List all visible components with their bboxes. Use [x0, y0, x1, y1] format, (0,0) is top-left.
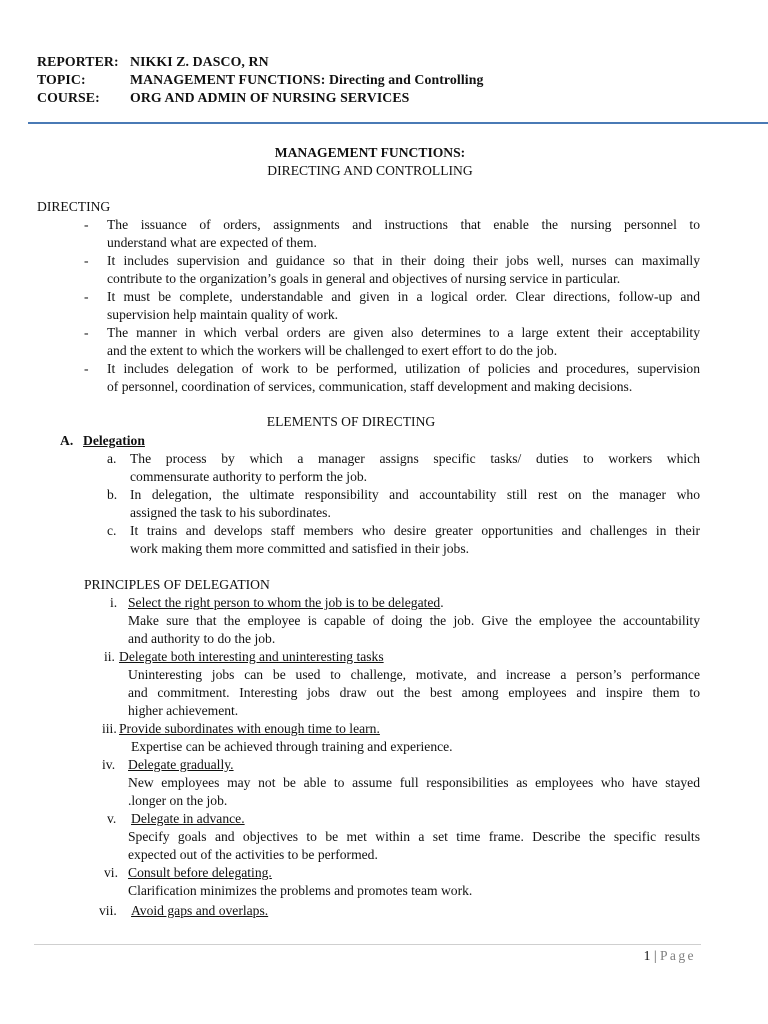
list-marker: a. — [107, 451, 117, 466]
list-marker: iv. — [102, 757, 116, 772]
principle-body: Make sure that the employee is capable of doing the job. Give the employee the accountability — [128, 613, 700, 628]
topic-line — [37, 72, 483, 88]
principle-body: and authority to do the job. — [128, 631, 276, 646]
list-item-text: and the extent to which the workers will be challenged to exert effort to do the job. — [107, 343, 558, 358]
principle-body: Clarification minimizes the problems and promotes team work. — [128, 883, 473, 898]
page-footer — [644, 948, 696, 964]
principle-body: Specify goals and objectives to be met within a set time frame. Describe the specific results — [128, 829, 700, 844]
topic-label: TOPIC: — [37, 72, 86, 87]
list-marker: v. — [107, 811, 117, 826]
list-item-text: The process by which a manager assigns specific tasks/ duties to workers which — [130, 451, 700, 466]
principles-heading: PRINCIPLES OF DELEGATION — [84, 577, 270, 592]
topic-value: MANAGEMENT FUNCTIONS: Directing and Controlling — [130, 72, 484, 87]
list-marker: vi. — [104, 865, 118, 880]
principle-body: .longer on the job. — [128, 793, 228, 808]
footer-divider — [34, 944, 701, 945]
principle-title: Provide subordinates with enough time to learn. — [119, 721, 380, 736]
list-item-text: commensurate authority to perform the job. — [130, 469, 368, 484]
reporter-value: NIKKI Z. DASCO, RN — [130, 54, 269, 69]
bullet-dash: - — [84, 325, 89, 340]
list-marker: i. — [110, 595, 118, 610]
principle-body: higher achievement. — [128, 703, 239, 718]
list-item-text: It includes supervision and guidance so that in their doing their jobs well, nurses can maximally — [107, 253, 700, 268]
list-item-text: supervision help maintain quality of work. — [107, 307, 339, 322]
reporter-label: REPORTER: — [37, 54, 119, 69]
principle-body: New employees may not be able to assume full responsibilities as employees who have stayed — [128, 775, 700, 790]
principle-title — [128, 594, 444, 612]
list-marker: iii. — [102, 721, 117, 736]
list-item-text: It must be complete, understandable and given in a logical order. Clear directions, follow-up and — [107, 289, 700, 304]
list-marker: vii. — [99, 903, 117, 918]
principle-title-suffix: . — [440, 595, 444, 610]
bullet-dash: - — [84, 289, 89, 304]
course-value: ORG AND ADMIN OF NURSING SERVICES — [130, 90, 410, 105]
principle-body: expected out of the activities to be performed. — [128, 847, 378, 862]
principle-body: Uninteresting jobs can be used to challenge, motivate, and increase a person’s performance — [128, 667, 700, 682]
list-item-text: contribute to the organization’s goals in general and objectives of nursing service in particular. — [107, 271, 621, 286]
bullet-dash: - — [84, 361, 89, 376]
list-marker: ii. — [104, 649, 115, 664]
course-label: COURSE: — [37, 90, 100, 105]
list-item-text: In delegation, the ultimate responsibility and accountability still rest on the manager who — [130, 487, 700, 502]
header-divider — [28, 122, 768, 124]
page-label: Page — [659, 948, 696, 963]
list-item-text: of personnel, coordination of services, communication, staff development and making decisions. — [107, 379, 633, 394]
bullet-dash: - — [84, 217, 89, 232]
list-item-text: understand what are expected of them. — [107, 235, 317, 250]
list-item-text: It trains and develops staff members who desire greater opportunities and challenges in their — [130, 523, 700, 538]
section-marker: A. — [60, 433, 74, 448]
principle-body: and commitment. Interesting jobs draw out the best among employees and inspire them to — [128, 685, 700, 700]
principle-title: Delegate in advance. — [131, 811, 245, 826]
page-number: 1 — [643, 948, 651, 963]
list-marker: b. — [107, 487, 118, 502]
list-item-text: assigned the task to his subordinates. — [130, 505, 331, 520]
list-item-text: It includes delegation of work to be performed, utilization of policies and procedures, supervision — [107, 361, 700, 376]
list-item-text: work making them more committed and satisfied in their jobs. — [130, 541, 470, 556]
bullet-dash: - — [84, 253, 89, 268]
list-item-text: The manner in which verbal orders are given also determines to a large extent their acceptability — [107, 325, 700, 340]
list-item-text: The issuance of orders, assignments and instructions that enable the nursing personnel to — [107, 217, 700, 232]
principle-title: Delegate gradually. — [128, 757, 234, 772]
directing-heading: DIRECTING — [37, 199, 111, 214]
principle-body: Expertise can be achieved through training and experience. — [131, 739, 453, 754]
list-marker: c. — [107, 523, 117, 538]
principle-title: Avoid gaps and overlaps. — [131, 903, 269, 918]
elements-heading: ELEMENTS OF DIRECTING — [266, 414, 436, 429]
document-title-line-2: DIRECTING AND CONTROLLING — [267, 163, 473, 178]
reporter-line — [37, 54, 269, 70]
section-title-delegation: Delegation — [83, 433, 145, 448]
principle-title: Delegate both interesting and uninteresting tasks — [119, 649, 384, 664]
footer-separator: | — [653, 948, 657, 963]
principle-title-text: Select the right person to whom the job is to be delegated — [128, 595, 441, 610]
principle-title: Consult before delegating. — [128, 865, 272, 880]
document-title-line-1: MANAGEMENT FUNCTIONS: — [274, 145, 466, 160]
course-line — [37, 90, 409, 106]
